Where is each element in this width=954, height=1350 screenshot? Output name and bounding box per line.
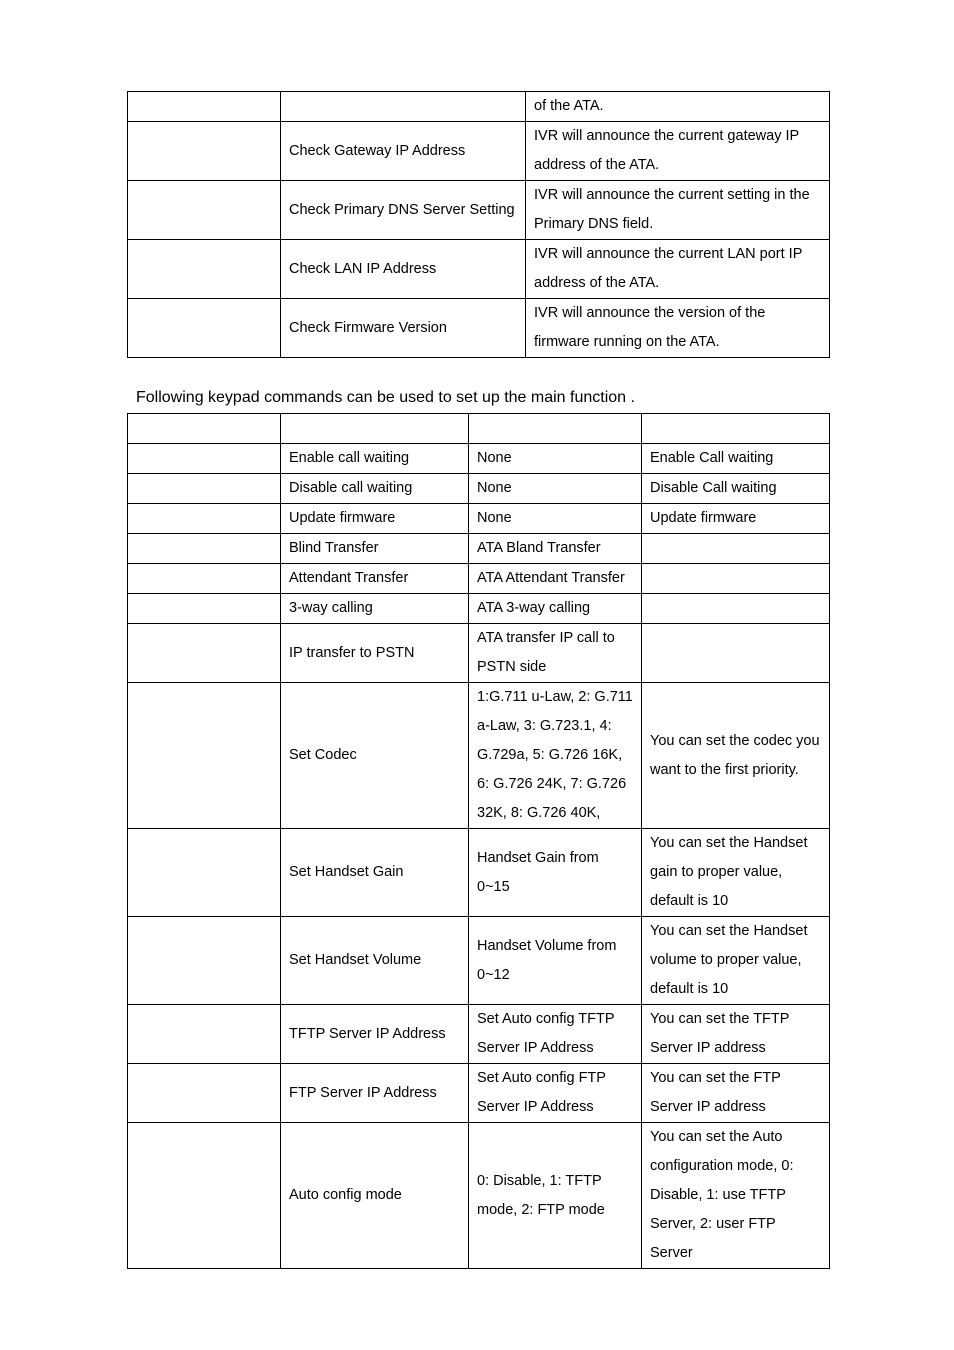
table-cell: Attendant Transfer xyxy=(281,564,469,594)
table-row xyxy=(128,122,830,181)
ivr-commands-table xyxy=(127,91,830,358)
table-cell: IVR will announce the version of the firmware running on the ATA. xyxy=(526,299,830,358)
table-cell: You can set the Auto configuration mode, 0: Disable, 1: use TFTP Server, 2: user FTP Server xyxy=(642,1123,830,1269)
table-cell xyxy=(128,474,281,504)
table-cell: Check Firmware Version xyxy=(281,299,526,358)
table-row xyxy=(128,917,830,1005)
table-cell: Blind Transfer xyxy=(281,534,469,564)
table-cell: Update firmware xyxy=(642,504,830,534)
table-cell xyxy=(128,829,281,917)
table-row xyxy=(128,1005,830,1064)
table-cell: IVR will announce the current setting in the Primary DNS field. xyxy=(526,181,830,240)
table-cell: Check Primary DNS Server Setting xyxy=(281,181,526,240)
table-row xyxy=(128,504,830,534)
table-row xyxy=(128,444,830,474)
table-cell xyxy=(128,504,281,534)
table-cell xyxy=(128,917,281,1005)
table-cell xyxy=(128,122,281,181)
table-cell: None xyxy=(469,474,642,504)
table-cell: IP transfer to PSTN xyxy=(281,624,469,683)
table-row xyxy=(128,683,830,829)
table-cell xyxy=(128,594,281,624)
table-cell xyxy=(642,564,830,594)
table-cell xyxy=(128,683,281,829)
table-cell xyxy=(128,299,281,358)
table-cell: ATA 3-way calling xyxy=(469,594,642,624)
table-cell: ATA Bland Transfer xyxy=(469,534,642,564)
keypad-commands-table xyxy=(127,413,830,1269)
table-cell: None xyxy=(469,444,642,474)
table-cell xyxy=(281,92,526,122)
table-row xyxy=(128,240,830,299)
table-cell: You can set the FTP Server IP address xyxy=(642,1064,830,1123)
table-cell xyxy=(128,564,281,594)
table-cell: 0: Disable, 1: TFTP mode, 2: FTP mode xyxy=(469,1123,642,1269)
table-cell: Set Handset Gain xyxy=(281,829,469,917)
table-cell: Check LAN IP Address xyxy=(281,240,526,299)
table-row xyxy=(128,594,830,624)
table-cell xyxy=(128,240,281,299)
table-row xyxy=(128,181,830,240)
table-cell xyxy=(642,594,830,624)
table-cell xyxy=(128,1064,281,1123)
table-cell xyxy=(128,1123,281,1269)
table-cell xyxy=(642,624,830,683)
table-cell: Update firmware xyxy=(281,504,469,534)
table-cell: Disable Call waiting xyxy=(642,474,830,504)
table-cell: Enable Call waiting xyxy=(642,444,830,474)
table-cell: Set Codec xyxy=(281,683,469,829)
table-row xyxy=(128,474,830,504)
table-row xyxy=(128,829,830,917)
table-cell: 1:G.711 u-Law, 2: G.711 a-Law, 3: G.723.1, 4: G.729a, 5: G.726 16K, 6: G.726 24K, 7: G.726 32K, 8: G.726 40K, xyxy=(469,683,642,829)
table-cell: Auto config mode xyxy=(281,1123,469,1269)
table-cell: TFTP Server IP Address xyxy=(281,1005,469,1064)
table-header-row xyxy=(128,414,830,444)
table-cell: FTP Server IP Address xyxy=(281,1064,469,1123)
table-cell: You can set the Handset volume to proper value, default is 10 xyxy=(642,917,830,1005)
table-cell xyxy=(128,1005,281,1064)
table-cell xyxy=(128,414,281,444)
table-row xyxy=(128,1064,830,1123)
table-cell: Set Auto config TFTP Server IP Address xyxy=(469,1005,642,1064)
table-cell: You can set the codec you want to the first priority. xyxy=(642,683,830,829)
table-row xyxy=(128,564,830,594)
table-cell xyxy=(642,414,830,444)
table-cell: of the ATA. xyxy=(526,92,830,122)
table-cell: Set Handset Volume xyxy=(281,917,469,1005)
table-cell xyxy=(469,414,642,444)
table-cell: Handset Volume from 0~12 xyxy=(469,917,642,1005)
table-cell xyxy=(128,534,281,564)
table-cell: Enable call waiting xyxy=(281,444,469,474)
table-cell: Check Gateway IP Address xyxy=(281,122,526,181)
table-cell: None xyxy=(469,504,642,534)
table-cell: Handset Gain from 0~15 xyxy=(469,829,642,917)
table-cell xyxy=(281,414,469,444)
table-cell: 3-way calling xyxy=(281,594,469,624)
table-cell xyxy=(642,534,830,564)
table-cell xyxy=(128,624,281,683)
table-cell: ATA transfer IP call to PSTN side xyxy=(469,624,642,683)
table-row xyxy=(128,299,830,358)
table-cell: You can set the TFTP Server IP address xyxy=(642,1005,830,1064)
table-cell: You can set the Handset gain to proper value, default is 10 xyxy=(642,829,830,917)
table-cell: IVR will announce the current gateway IP address of the ATA. xyxy=(526,122,830,181)
table-cell xyxy=(128,444,281,474)
table-cell xyxy=(128,92,281,122)
intro-paragraph: Following keypad commands can be used to set up the main function . xyxy=(136,389,635,406)
table-cell: Set Auto config FTP Server IP Address xyxy=(469,1064,642,1123)
table-cell: Disable call waiting xyxy=(281,474,469,504)
table-cell: IVR will announce the current LAN port IP address of the ATA. xyxy=(526,240,830,299)
table-row xyxy=(128,92,830,122)
table-cell: ATA Attendant Transfer xyxy=(469,564,642,594)
table-row xyxy=(128,534,830,564)
table-row xyxy=(128,624,830,683)
table-row xyxy=(128,1123,830,1269)
table-cell xyxy=(128,181,281,240)
